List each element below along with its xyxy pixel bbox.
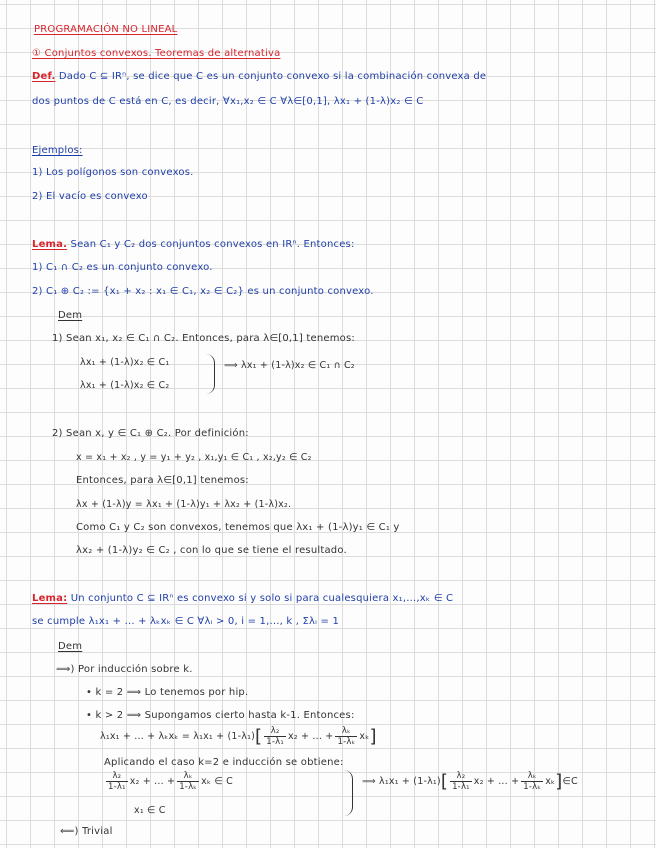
proof-2-brace — [344, 770, 353, 816]
proof-1-part-2-line-5: λx₂ + (1-λ)y₂ ∈ C₂ , con lo que se tiene el resultado. — [76, 545, 347, 556]
fraction-lambdak: $\frac{\text{λₖ}}{\text{1-λₖ}}$ — [337, 726, 356, 747]
expansion-xk: xₖ — [359, 731, 370, 742]
section-heading: ① Conjuntos convexos. Teoremas de alternativa — [32, 48, 281, 59]
definition-line-2: dos puntos de C está en C, es decir, ∀x₁,x₂ ∈ C ∀λ∈[0,1], λx₁ + (1-λ)x₂ ∈ C — [32, 96, 424, 107]
proof-1-conclusion: ⟹ λx₁ + (1-λ)x₂ ∈ C₁ ∩ C₂ — [224, 360, 355, 371]
proof-1-part-2-line-4: Como C₁ y C₂ son convexos, tenemos que λx₁ + (1-λ)y₁ ∈ C₁ y — [76, 522, 400, 533]
lemma-1-text: Sean C₁ y C₂ dos conjuntos convexos en IRⁿ. Entonces: — [70, 239, 355, 250]
expansion-middle: x₂ + ... + — [287, 731, 334, 742]
fraction-lambda2-c: $\frac{\text{λ₂}}{\text{1-λ₁}}$ — [452, 771, 470, 792]
proof-2-hypothesis-2: x₁ ∈ C — [134, 805, 166, 816]
proof-2-label: Dem — [58, 641, 83, 652]
definition-label: Def. — [32, 71, 56, 82]
examples-heading: Ejemplos: — [32, 145, 83, 156]
proof-2-base-case: • k = 2 ⟹ Lo tenemos por hip. — [86, 687, 249, 698]
fraction-lambdak-b: $\frac{\text{λₖ}}{\text{1-λₖ}}$ — [179, 771, 198, 792]
proof-2-conclusion: ⟹ λ₁x₁ + (1-λ₁)[ $\frac{\text{λ₂}}{\text{1-λ₁}}$ x₂ + ... + $\frac{\text{λₖ}}{\text{1-λₖ}}$ xₖ]∈C — [362, 771, 578, 792]
lemma-1-item-2: 2) C₁ ⊕ C₂ := {x₁ + x₂ : x₁ ∈ C₁, x₂ ∈ C₂} es un conjunto convexo. — [32, 286, 374, 297]
lemma-2-statement-1 — [32, 593, 453, 604]
lemma-1-item-1: 1) C₁ ∩ C₂ es un conjunto convexo. — [32, 262, 213, 273]
proof-1-label: Dem — [58, 310, 83, 321]
fraction-lambdak-c: $\frac{\text{λₖ}}{\text{1-λₖ}}$ — [523, 771, 542, 792]
lemma-1-label: Lema. — [32, 239, 68, 250]
proof-2-direction-1: ⟹) Por inducción sobre k. — [56, 664, 193, 675]
proof-1-part-2: 2) Sean x, y ∈ C₁ ⊕ C₂. Por definición: — [52, 428, 249, 439]
page-title: PROGRAMACIÓN NO LINEAL — [34, 24, 178, 35]
fraction-lambda2: $\frac{\text{λ₂}}{\text{1-λ₁}}$ — [266, 726, 284, 747]
proof-2-apply: Aplicando el caso k=2 e inducción se obtiene: — [104, 757, 344, 768]
proof-1-part-2-line-3: λx + (1-λ)y = λx₁ + (1-λ)y₁ + λx₂ + (1-λ)x₂. — [76, 499, 292, 510]
example-item-1: 1) Los polígonos son convexos. — [32, 167, 194, 178]
proof-1-eq-2: λx₁ + (1-λ)x₂ ∈ C₂ — [80, 380, 170, 391]
proof-2-expansion: λ₁x₁ + ... + λₖxₖ = λ₁x₁ + (1-λ₁)[ $\frac{\text{λ₂}}{\text{1-λ₁}}$ x₂ + ... + $\frac{\text{λₖ}}{\text{1-λₖ}}$ xₖ] — [100, 726, 377, 747]
proof-1-part-1: 1) Sean x₁, x₂ ∈ C₁ ∩ C₂. Entonces, para λ∈[0,1] tenemos: — [52, 333, 355, 344]
definition-text-1: Dado C ⊆ IRⁿ, se dice que C es un conjunto convexo si la combinación convexa de — [58, 71, 487, 82]
lemma-2-text-1: Un conjunto C ⊆ IRⁿ es convexo si y solo si para cualesquiera x₁,...,xₖ ∈ C — [70, 593, 454, 604]
fraction-lambda2-b: $\frac{\text{λ₂}}{\text{1-λ₁}}$ — [108, 771, 126, 792]
proof-1-brace — [206, 354, 215, 394]
proof-1-part-2-line-1: x = x₁ + x₂ , y = y₁ + y₂ , x₁,y₁ ∈ C₁ , x₂,y₂ ∈ C₂ — [76, 452, 312, 463]
expansion-left: λ₁x₁ + ... + λₖxₖ = λ₁x₁ + (1-λ₁) — [100, 731, 256, 742]
definition-line-1 — [32, 71, 486, 82]
example-item-2: 2) El vacío es convexo — [32, 191, 148, 202]
proof-2-direction-2: ⟸) Trivial — [60, 826, 113, 837]
lemma-2-statement-2: se cumple λ₁x₁ + ... + λₖxₖ ∈ C ∀λᵢ > 0, i = 1,..., k , Σλᵢ = 1 — [32, 616, 340, 627]
lemma-2-label: Lema: — [32, 593, 68, 604]
proof-2-hypothesis-1: $\frac{\text{λ₂}}{\text{1-λ₁}}$ x₂ + ... + $\frac{\text{λₖ}}{\text{1-λₖ}}$ xₖ ∈ C — [108, 771, 233, 792]
proof-1-eq-1: λx₁ + (1-λ)x₂ ∈ C₁ — [80, 357, 170, 368]
proof-1-part-2-line-2: Entonces, para λ∈[0,1] tenemos: — [76, 475, 249, 486]
lemma-1-statement — [32, 239, 355, 250]
proof-2-inductive-case: • k > 2 ⟹ Supongamos cierto hasta k-1. Entonces: — [86, 710, 355, 721]
